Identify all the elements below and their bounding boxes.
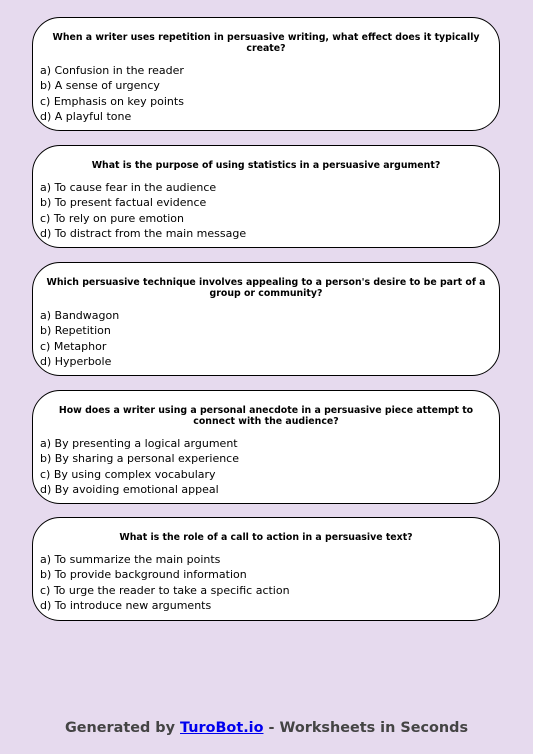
answer-option: b) Repetition — [40, 324, 111, 338]
question-card — [32, 262, 500, 376]
answer-option: c) Metaphor — [40, 339, 107, 353]
question-card — [32, 517, 500, 621]
question-card — [32, 17, 500, 131]
answer-option: b) To provide background information — [40, 568, 247, 582]
answer-option: d) To distract from the main message — [40, 226, 247, 240]
question-text: How does a writer using a personal anecdote in a persuasive piece attempt to connect with the audience? — [58, 405, 474, 427]
answer-option: c) Emphasis on key points — [40, 94, 184, 108]
footer — [0, 719, 533, 737]
answer-options — [40, 552, 491, 613]
answer-option: a) To cause fear in the audience — [40, 181, 217, 194]
answer-option: c) To urge the reader to take a specific action — [40, 583, 290, 597]
question-card — [32, 390, 500, 504]
question-text: Which persuasive technique involves appealing to a person's desire to be part of a group or community? — [46, 277, 486, 299]
question-text: What is the purpose of using statistics in a persuasive argument? — [91, 160, 441, 171]
question-text: What is the role of a call to action in a persuasive text? — [119, 532, 413, 543]
question-text: When a writer uses repetition in persuasive writing, what effect does it typically create? — [52, 32, 480, 54]
answer-option: d) Hyperbole — [40, 354, 112, 368]
answer-option: b) To present factual evidence — [40, 196, 207, 210]
footer-prefix: Generated by — [64, 720, 180, 736]
answer-option: a) To summarize the main points — [40, 553, 221, 566]
footer-suffix: - Worksheets in Seconds — [263, 720, 469, 736]
answer-option: a) Bandwagon — [40, 309, 120, 322]
answer-options — [40, 63, 491, 124]
answer-option: d) To introduce new arguments — [40, 598, 212, 612]
answer-option: a) Confusion in the reader — [40, 64, 184, 77]
answer-options — [40, 180, 491, 241]
answer-option: d) A playful tone — [40, 109, 132, 123]
answer-option: c) By using complex vocabulary — [40, 467, 216, 481]
answer-option: a) By presenting a logical argument — [40, 437, 238, 450]
answer-options — [40, 436, 491, 497]
answer-option: b) A sense of urgency — [40, 79, 160, 93]
answer-option: c) To rely on pure emotion — [40, 211, 185, 225]
answer-option: d) By avoiding emotional appeal — [40, 482, 219, 496]
answer-options — [40, 308, 491, 369]
turobot-link[interactable]: TuroBot.io — [180, 720, 264, 736]
answer-option: b) By sharing a personal experience — [40, 452, 239, 466]
question-card — [32, 145, 500, 248]
